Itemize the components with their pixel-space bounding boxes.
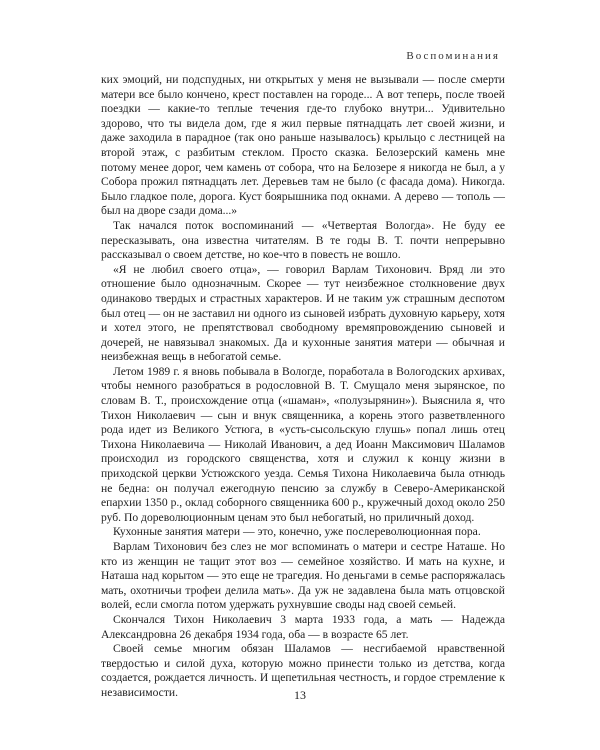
paragraph: Варлам Тихонович без слез не мог вспоминать о матери и сестре Наташе. Но кто из женщин не тащит этот воз — семейное хозяйство. И мать на кухне, и Наташа над корытом — это еще не трагедия. Но деньгами в семье распоряжалась мать, охотничьи трофеи делила мать». Да уж не задавлена была мать отцовской волей, если смогла потом удержать рухнувшие своды над своей семьей. bbox=[101, 540, 505, 612]
paragraph: Летом 1989 г. я вновь побывала в Вологде, поработала в Вологодских архивах, чтобы немного разобраться в родословной В. Т. Смущало меня зырянское, по словам В. Т., происхождение отца («шаман», «полузырянин»). Выяснила я, что Тихон Николаевич — сын и внук священника, а корень этого разветвленного рода идет из Великого Устюга, в «усть-сысольскую глушь» попал лишь отец Тихона Николаевича — Николай Иванович, а дед Иоанн Максимович Шаламов происходил из городского священства, хотя и служил к концу жизни в приходской церкви Устюжского уезда. Семья Тихона Николаевича была отнюдь не бедна: он получал ежегодную пенсию за службу в Северо-Американской епархии 1350 р., оклад соборного священника 600 р., кружечный доход около 250 руб. По дореволюционным ценам это был небогатый, но приличный доход. bbox=[101, 364, 505, 524]
paragraph-continued: ких эмоций, ни подспудных, ни открытых у меня не вызывали — после смерти матери все было кончено, крест поставлен на городе... А вот теперь, после твоей поездки — какие-то теплые течения где-то глубоко внутри... Удивительно здорово, что ты видела дом, где я жил первые пятнадцать лет своей жизни, и даже заходила в парадное (так оно раньше называлось) крыльцо с лестницей на второй этаж, с разбитым стеклом. Просто сказка. Белозерский камень мне потому менее дорог, чем камень от собора, что на Белозере я никогда не был, а у Собора прожил пятнадцать лет. Деревьев там не было (с фасада дома). Никогда. Было гладкое поле, дорога. Куст боярышника под окнами. А дерево — тополь — был на дворе сзади дома...» bbox=[101, 73, 505, 218]
paragraph: Кухонные занятия матери — это, конечно, уже послереволюционная пора. bbox=[113, 525, 481, 539]
page-number: 13 bbox=[294, 688, 306, 702]
running-head: Воспоминания bbox=[406, 50, 500, 62]
paragraph: Своей семье многим обязан Шаламов — несгибаемой нравственной твердостью и силой духа, которую можно принести только из детства, когда создается, рождается личность. И щепетильная честность, и гордое стремление к независимости. bbox=[101, 642, 505, 699]
paragraph: Скончался Тихон Николаевич 3 марта 1933 года, а мать — Надежда Александровна 26 декабря 1934 года, оба — в возрасте 65 лет. bbox=[101, 612, 505, 641]
body-text bbox=[101, 73, 505, 701]
paragraph: «Я не любил своего отца», — говорил Варлам Тихонович. Вряд ли это отношение было однозначным. Скорее — тут неизбежное столкновение двух одинаково твердых и страстных характеров. И не таким уж страшным деспотом был отец — он не заставил ни одного из сыновей избрать духовную карьеру, хотя и хотел этого, не препятствовал свободному времяпровождению сыновей и дочерей, не навязывал знакомых. Да и кухонные занятия матери — обычная и неизбежная вещь в небогатой семье. bbox=[101, 262, 505, 364]
paragraph: Так начался поток воспоминаний — «Четвертая Вологда». Не буду ее пересказывать, она известна читателям. В те годы В. Т. почти непрерывно рассказывал о своем детстве, но кое-что в повесть не вошло. bbox=[101, 218, 505, 262]
